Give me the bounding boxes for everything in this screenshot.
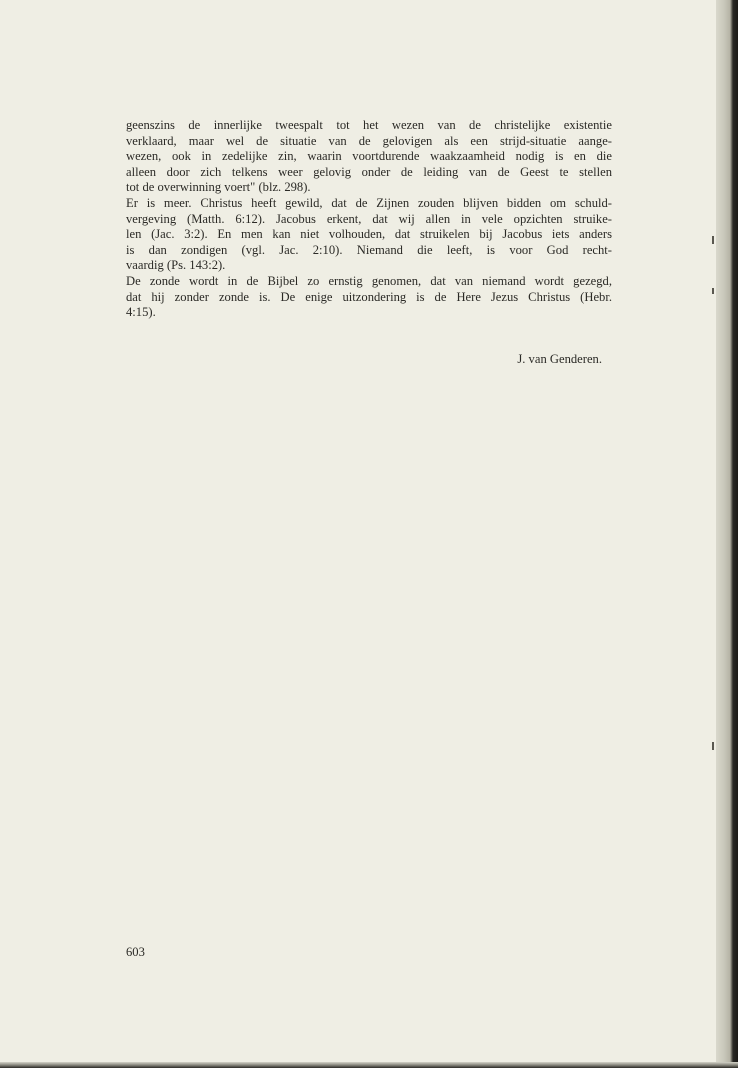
margin-mark — [712, 236, 714, 244]
margin-mark — [712, 742, 714, 750]
text-line: geenszins de innerlijke tweespalt tot het wezen van de christelijke existentie — [126, 118, 612, 132]
article-body — [126, 118, 612, 321]
text-line: len (Jac. 3:2). En men kan niet volhouden, dat struikelen bij Jacobus iets anders — [126, 227, 612, 242]
author-signature: J. van Genderen. — [517, 352, 602, 366]
paragraph-3 — [126, 274, 612, 321]
paragraph-2 — [126, 196, 612, 274]
book-spine-edge — [716, 0, 738, 1068]
text-line: wezen, ook in zedelijke zin, waarin voortdurende waakzaamheid nodig is en die — [126, 149, 612, 164]
text-line: vergeving (Matth. 6:12). Jacobus erkent, dat wij allen in vele opzichten struike- — [126, 211, 612, 226]
text-line: verklaard, maar wel de situatie van de gelovigen als een strijd-situatie aange- — [126, 133, 612, 148]
paragraph-1 — [126, 118, 612, 196]
text-line: Er is meer. Christus heeft gewild, dat de Zijnen zouden blijven bidden om schuld- — [126, 195, 612, 210]
page-number: 603 — [126, 945, 145, 959]
text-line: 4:15). — [126, 305, 156, 320]
text-line: vaardig (Ps. 143:2). — [126, 258, 226, 273]
text-line: is dan zondigen (vgl. Jac. 2:10). Niemand die leeft, is voor God recht- — [126, 242, 612, 257]
text-line: De zonde wordt in de Bijbel zo ernstig genomen, dat van niemand wordt gezegd, — [126, 273, 612, 288]
page-bottom-edge — [0, 1062, 738, 1068]
text-line: tot de overwinning voert" (blz. 298). — [126, 180, 311, 195]
margin-mark — [712, 288, 714, 294]
text-line: alleen door zich telkens weer gelovig onder de leiding van de Geest te stellen — [126, 164, 612, 179]
text-line: dat hij zonder zonde is. De enige uitzondering is de Here Jezus Christus (Hebr. — [126, 289, 612, 304]
